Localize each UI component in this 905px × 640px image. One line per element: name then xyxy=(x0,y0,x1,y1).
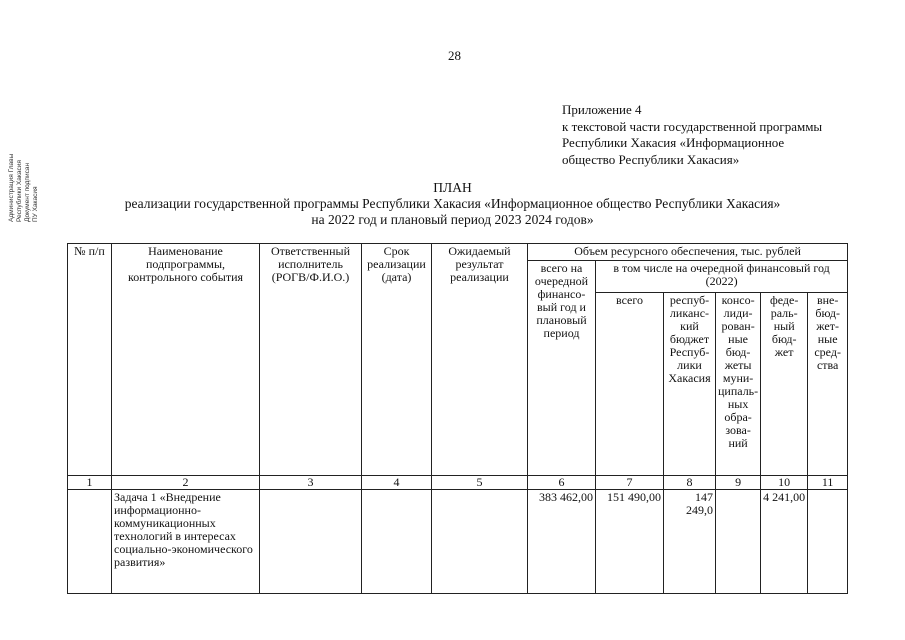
plan-table xyxy=(67,243,848,594)
column-number: 10 xyxy=(761,476,808,490)
title-subheading: реализации государственной программы Республики Хакасия «Информационное общество Республики Хакасия» xyxy=(124,196,781,211)
header-term: Срок реализации (дата) xyxy=(362,244,432,476)
column-number: 9 xyxy=(716,476,761,490)
header-current-year: в том числе на очередной финансовый год (2022) xyxy=(596,261,848,293)
header-executor: Ответственный исполнитель (РОГВ/Ф.И.О.) xyxy=(260,244,362,476)
column-number-row xyxy=(68,476,848,490)
appendix-note xyxy=(562,102,822,168)
header-municipal: консо-лиди-рован-ные бюд-жеты муни-ципаль-ных обра-зова-ний xyxy=(716,293,761,476)
stamp-line: Администрация Главы xyxy=(8,153,15,222)
header-name: Наименование подпрограммы, контрольного события xyxy=(112,244,260,476)
row-result xyxy=(432,490,528,594)
row-federal: 4 241,00 xyxy=(761,490,808,594)
appendix-line: к текстовой части государственной программы xyxy=(562,118,823,134)
header-result: Ожидаемый результат реализации xyxy=(432,244,528,476)
row-term xyxy=(362,490,432,594)
table-row xyxy=(68,490,848,594)
header-republic: респуб-ликанс-кий бюджет Респуб-лики Хакасия xyxy=(664,293,716,476)
row-republic: 147 249,0 xyxy=(664,490,716,594)
row-municipal xyxy=(716,490,761,594)
stamp-line: Республики Хакасия xyxy=(16,160,23,222)
document-title xyxy=(0,180,905,228)
stamp-line: ПУ Хакасия xyxy=(32,186,39,222)
column-number: 4 xyxy=(362,476,432,490)
header-extra: вне-бюд-жет-ные сред-ства xyxy=(808,293,848,476)
row-total: 151 490,00 xyxy=(596,490,664,594)
appendix-line: общество Республики Хакасия» xyxy=(562,151,740,167)
appendix-line: Республики Хакасия «Информационное xyxy=(562,135,785,150)
appendix-line: Приложение 4 xyxy=(562,102,642,117)
row-total-all: 383 462,00 xyxy=(528,490,596,594)
row-num xyxy=(68,490,112,594)
row-name: Задача 1 «Внедрение информационно-коммуникационных технологий в интересах социально-экономического развития» xyxy=(112,490,260,594)
title-heading: ПЛАН xyxy=(433,180,472,195)
title-period: на 2022 год и плановый период 2023 2024 годов» xyxy=(311,212,594,227)
column-number: 6 xyxy=(528,476,596,490)
column-number: 5 xyxy=(432,476,528,490)
column-number: 8 xyxy=(664,476,716,490)
header-num: № п/п xyxy=(68,244,112,476)
column-number: 2 xyxy=(112,476,260,490)
header-funding: Объем ресурсного обеспечения, тыс. рублей xyxy=(528,244,848,261)
stamp-line: Документ подписан xyxy=(24,162,31,222)
column-number: 11 xyxy=(808,476,848,490)
row-executor xyxy=(260,490,362,594)
column-number: 7 xyxy=(596,476,664,490)
header-federal: феде-раль-ный бюд-жет xyxy=(761,293,808,476)
column-number: 3 xyxy=(260,476,362,490)
page-number: 28 xyxy=(448,48,461,63)
header-total: всего xyxy=(596,293,664,476)
column-number: 1 xyxy=(68,476,112,490)
header-total-all: всего на очередной финансо-вый год и плановый период xyxy=(528,261,596,476)
row-extra xyxy=(808,490,848,594)
